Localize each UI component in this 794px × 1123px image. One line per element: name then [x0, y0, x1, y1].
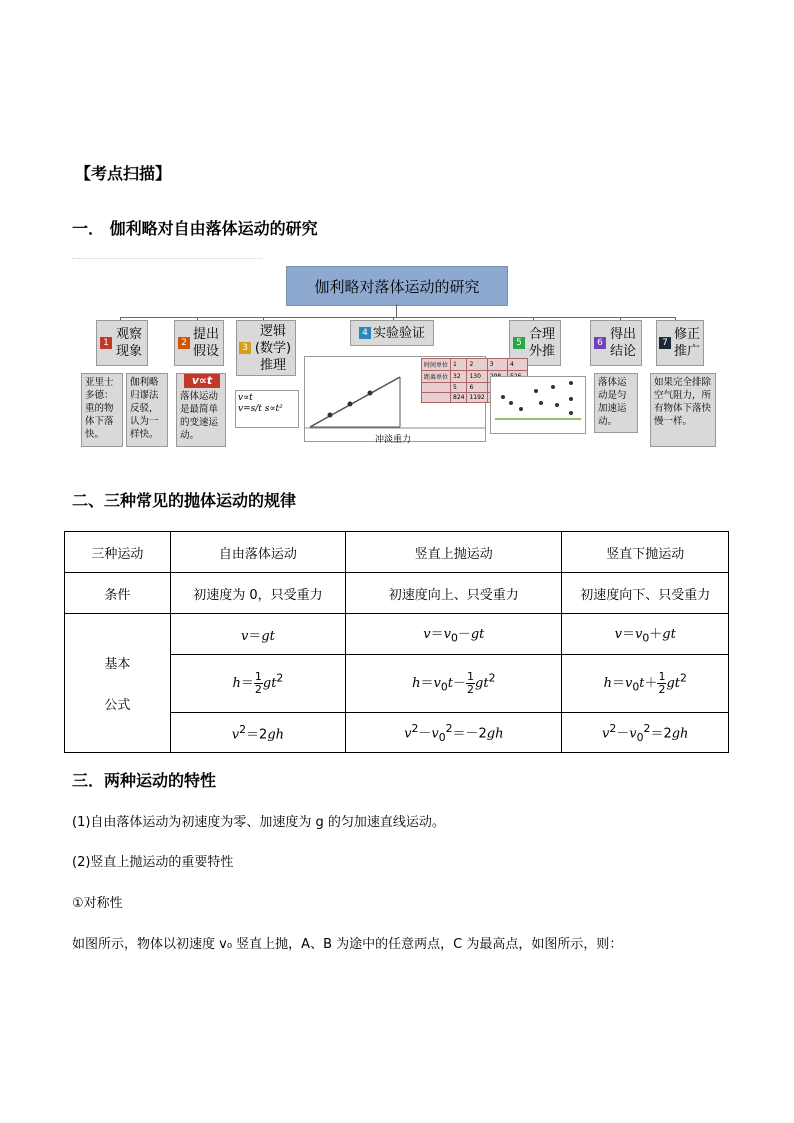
exp-cell — [422, 383, 451, 393]
formula-cell: $v^2-v_0^2=2gh$ — [562, 713, 729, 753]
hypothesis-formula: v∝t — [184, 374, 220, 388]
step-number: 3 — [239, 342, 251, 354]
formula-cell: $h=v_0t-$ $\frac{1}{2}$ $gt^2$ — [346, 655, 562, 713]
step-observe — [96, 320, 148, 366]
desc-hypothesis: 落体运动是最简单的变速运动。 — [176, 373, 226, 447]
exp-cell: 3 — [487, 359, 507, 371]
step-generalize — [656, 320, 704, 366]
connector — [396, 304, 397, 317]
page-heading: 【考点扫描】 — [75, 164, 172, 183]
desc-aristotle: 亚里士多德：重的物体下落快。 — [81, 373, 123, 447]
condition-cell: 初速度为 0，只受重力 — [170, 573, 345, 614]
galileo-research-diagram — [78, 262, 718, 450]
table-header: 自由落体运动 — [170, 532, 345, 573]
step-number: 7 — [659, 337, 671, 349]
formula-cell: $v^2=2gh$ — [170, 713, 345, 753]
step-number: 5 — [513, 337, 525, 349]
formula-label-line: 基本 — [104, 657, 131, 672]
exp-cell: 1 — [451, 359, 467, 371]
condition-label: 条件 — [65, 573, 171, 614]
exp-cell: 824 — [451, 393, 467, 403]
step-logic — [236, 320, 296, 376]
step-label: 得出结论 — [609, 327, 636, 359]
section-3-title: 三．两种运动的特性 — [72, 771, 217, 790]
step-label: 修正推广 — [673, 327, 700, 359]
formula-cell: v＝gt — [170, 614, 345, 655]
table-header: 竖直上抛运动 — [346, 532, 562, 573]
logic-formula-2: v=s/t — [238, 404, 262, 414]
experiment-caption: 冲淡重力 — [375, 435, 412, 445]
exp-cell: 4 — [508, 359, 528, 371]
step-label: 逻辑(数学)推理 — [254, 323, 292, 373]
step-number: 1 — [100, 337, 112, 349]
extrapolation-panel — [490, 376, 586, 434]
section-1-title: 一． 伽利略对自由落体运动的研究 — [72, 219, 318, 238]
exp-cell — [422, 393, 451, 403]
table-header: 三种运动 — [65, 532, 171, 573]
diagram-root: 伽利略对落体运动的研究 — [286, 266, 508, 306]
formula-cell: $v^2-v_0^2=-2gh$ — [346, 713, 562, 753]
paragraph: (2)竖直上抛运动的重要特性 — [72, 855, 234, 870]
formula-cell: $h=v_0t+$ $\frac{1}{2}$ $gt^2$ — [562, 655, 729, 713]
desc-galileo: 伽利略归谬法反驳，认为一样快。 — [126, 373, 168, 447]
exp-cell: 6 — [467, 383, 487, 393]
paragraph: (1)自由落体运动为初速度为零、加速度为 g 的匀加速直线运动。 — [72, 815, 445, 830]
step-number: 6 — [594, 337, 606, 349]
exp-cell: 5 — [451, 383, 467, 393]
step-label: 实验验证 — [372, 325, 425, 341]
divider — [72, 258, 262, 259]
formula-cell: $v=v_0-gt$ — [346, 614, 562, 655]
step-experiment — [350, 320, 434, 346]
logic-formula-3: s∝t² — [264, 404, 283, 414]
desc-generalize: 如果完全排除空气阻力，所有物体下落快慢一样。 — [650, 373, 716, 447]
desc-conclusion: 落体运动是匀加速运动。 — [594, 373, 638, 433]
paragraph: 如图所示，物体以初速度 v₀ 竖直上抛，A、B 为途中的任意两点，C 为最高点，如图所示，则： — [72, 937, 623, 952]
logic-formula-1: v∝t — [238, 393, 253, 403]
condition-cell: 初速度向下、只受重力 — [562, 573, 729, 614]
exp-cell: 距离单位 — [422, 371, 451, 383]
step-hypothesis — [174, 320, 224, 366]
step-number: 2 — [178, 337, 190, 349]
connector — [120, 317, 675, 318]
step-label: 合理外推 — [528, 327, 555, 359]
exp-cell: 32 — [451, 371, 467, 383]
step-label: 提出假设 — [192, 327, 219, 359]
motion-law-table — [64, 531, 729, 753]
formula-cell: h＝ $\frac{1}{2}$ $gt^2$ — [170, 655, 345, 713]
formula-cell: $v=v_0+gt$ — [562, 614, 729, 655]
exp-cell: 130 — [467, 371, 487, 383]
step-number: 4 — [359, 327, 371, 339]
exp-cell: 时间单位 — [422, 359, 451, 371]
condition-cell: 初速度向上、只受重力 — [346, 573, 562, 614]
formula-label-cell — [65, 614, 171, 753]
formula-label-line: 公式 — [104, 698, 131, 713]
exp-cell: 2 — [467, 359, 487, 371]
logic-formula-panel — [235, 390, 299, 428]
section-2-title: 二、三种常见的抛体运动的规律 — [72, 491, 297, 510]
falling-balls-illustration — [491, 377, 585, 433]
table-header: 竖直下抛运动 — [562, 532, 729, 573]
step-label: 观察现象 — [115, 327, 142, 359]
exp-cell: 1192 — [467, 393, 487, 403]
paragraph: ①对称性 — [72, 896, 123, 911]
step-conclude — [590, 320, 642, 366]
